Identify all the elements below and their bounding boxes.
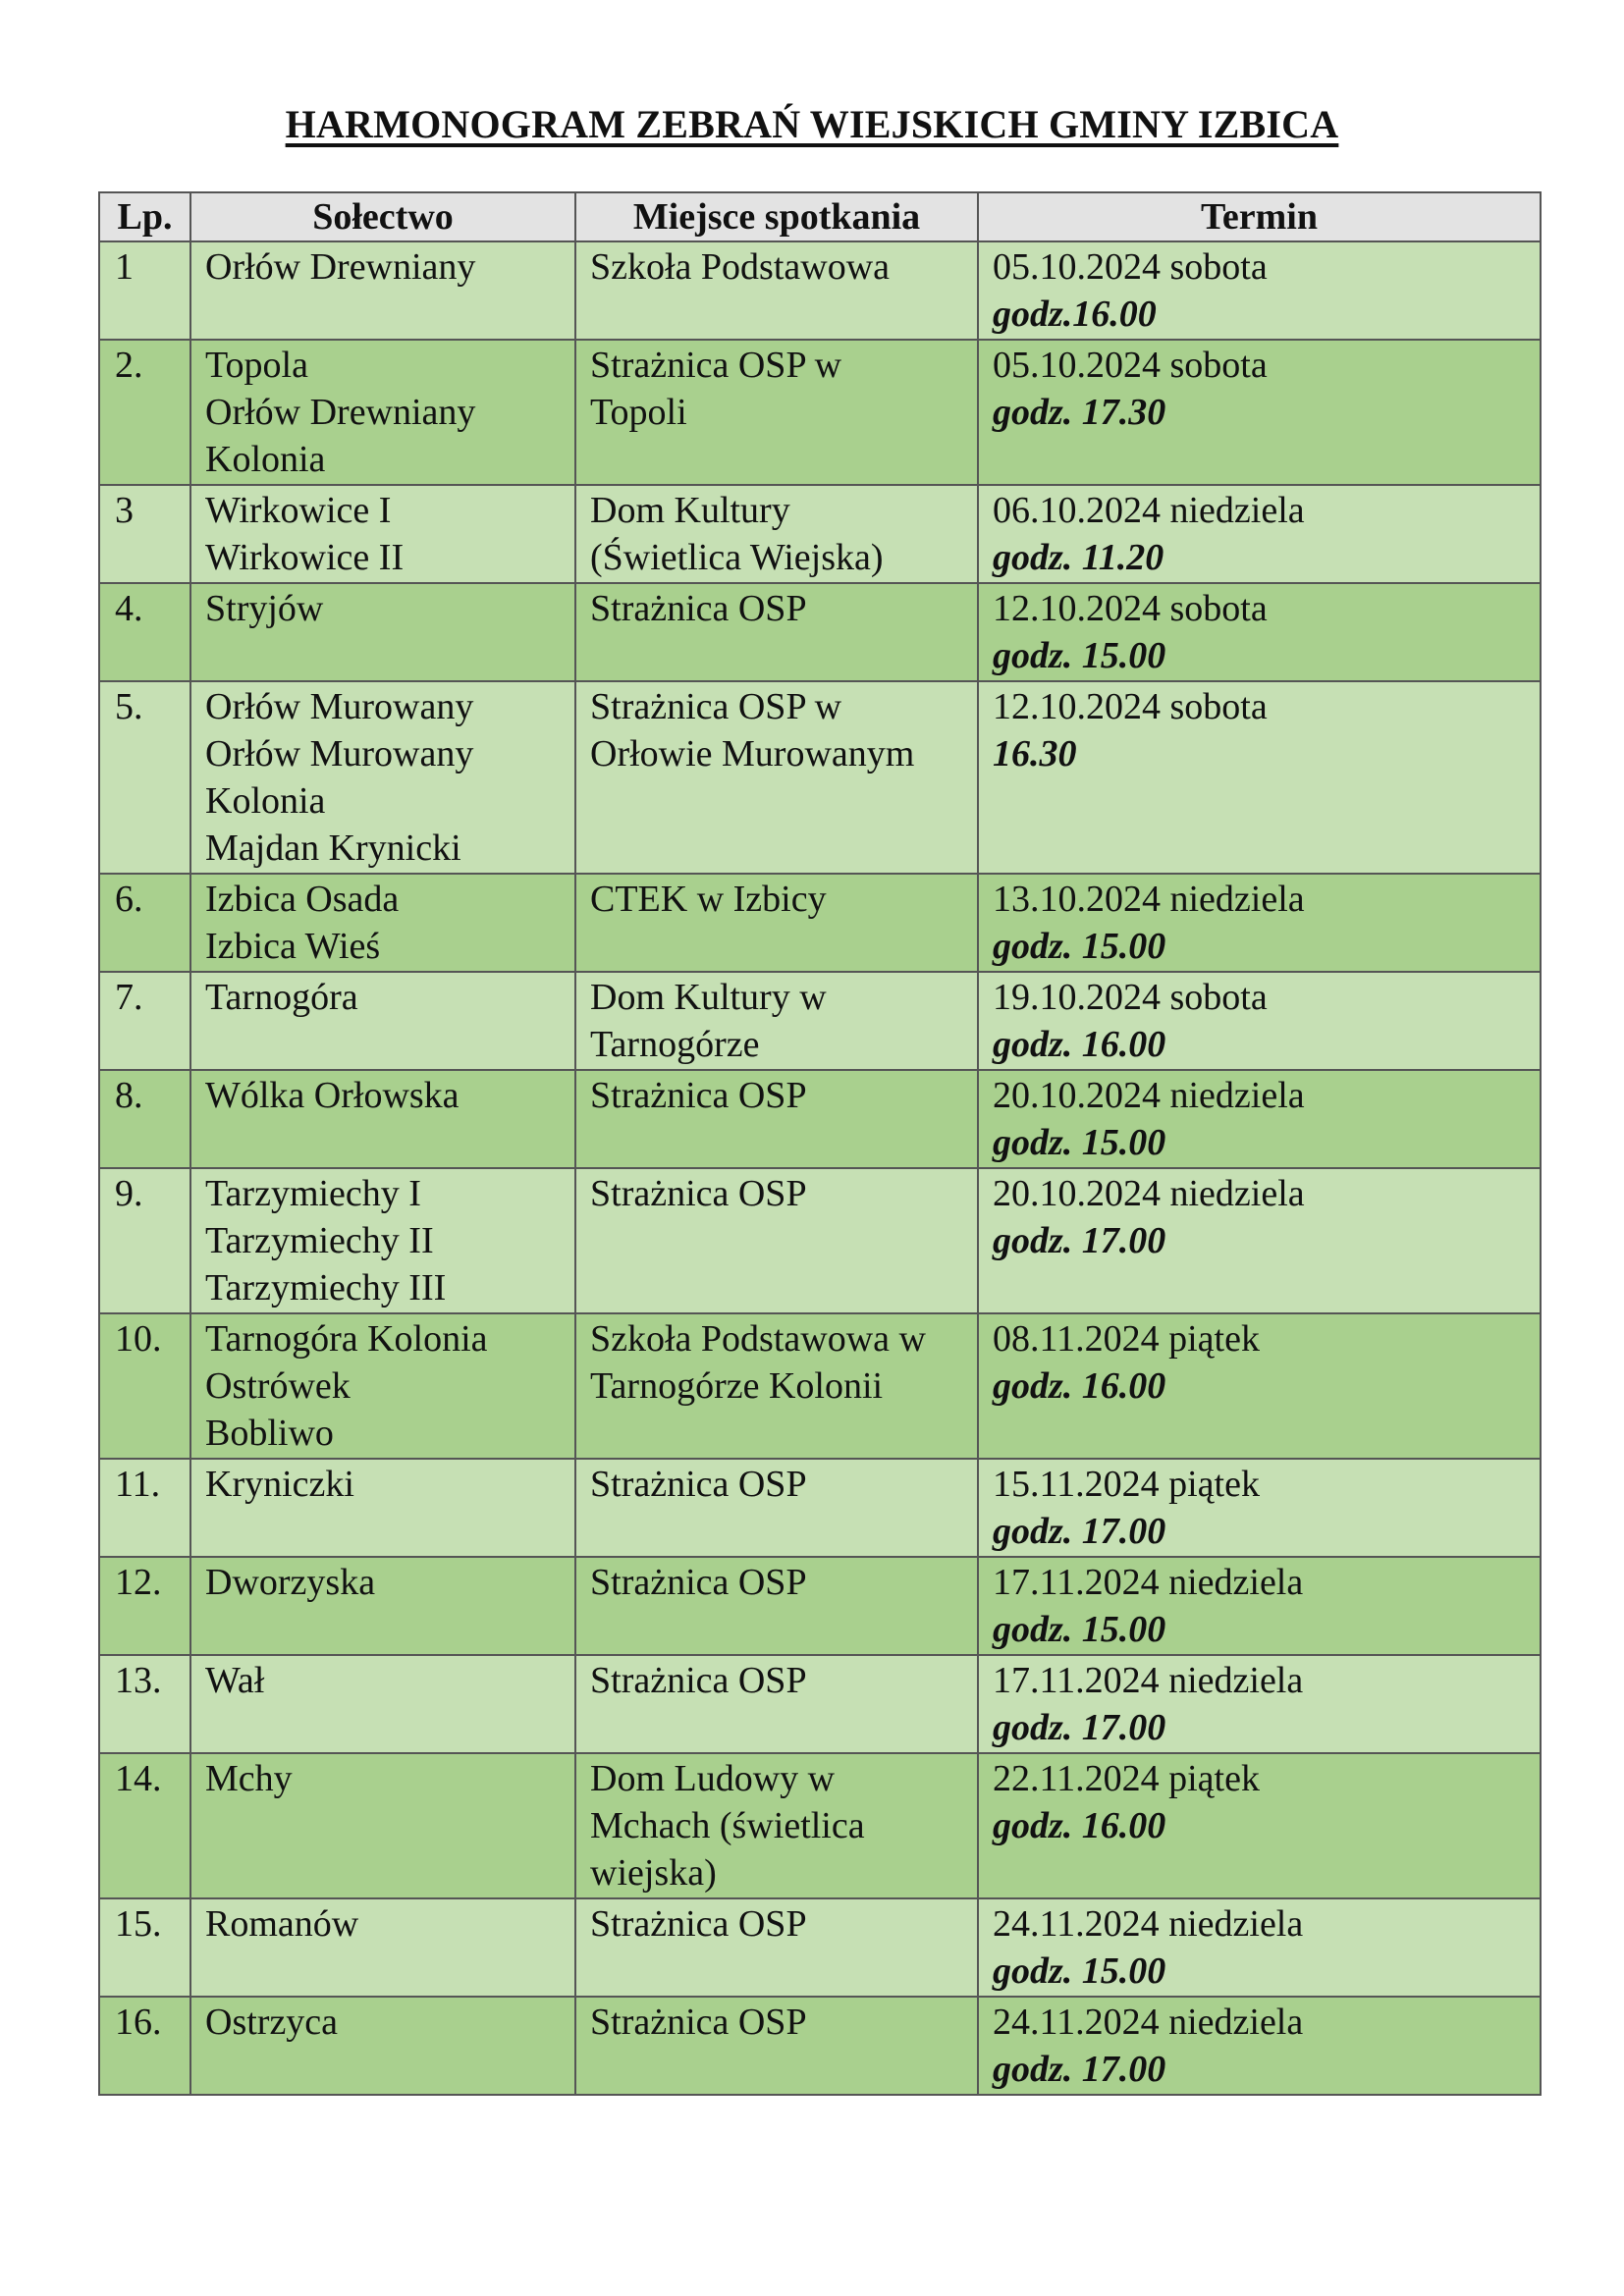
cell-lp: 13. [99,1655,190,1753]
termin-date: 08.11.2024 piątek [993,1318,1260,1360]
cell-solectwo [190,1997,575,2095]
solectwo-line: Wirkowice I [205,490,392,531]
cell-miejsce [575,1168,978,1313]
termin-date: 12.10.2024 sobota [993,588,1268,629]
termin-time: godz. 11.20 [993,537,1164,578]
cell-miejsce [575,1753,978,1898]
cell-termin [978,340,1541,485]
cell-termin [978,1070,1541,1168]
cell-termin [978,485,1541,583]
table-header-row [99,192,1541,241]
cell-termin [978,583,1541,681]
solectwo-line: Mchy [205,1758,293,1799]
solectwo-line: Bobliwo [205,1413,334,1454]
cell-miejsce [575,1557,978,1655]
termin-time: godz. 16.00 [993,1024,1166,1065]
miejsce-line: Strażnica OSP [590,1903,807,1945]
cell-lp: 1 [99,241,190,340]
cell-lp: 10. [99,1313,190,1459]
miejsce-line: Strażnica OSP [590,1562,807,1603]
solectwo-line: Orłów Murowany [205,733,474,774]
table-row [99,1168,1541,1313]
solectwo-line: Romanów [205,1903,359,1945]
cell-lp: 3 [99,485,190,583]
solectwo-line: Kryniczki [205,1464,354,1505]
table-row [99,1898,1541,1997]
table-row [99,681,1541,874]
cell-solectwo [190,485,575,583]
termin-date: 06.10.2024 niedziela [993,490,1305,531]
cell-solectwo [190,1557,575,1655]
schedule-table [98,191,1542,2096]
cell-termin [978,681,1541,874]
cell-solectwo [190,874,575,972]
table-row [99,485,1541,583]
cell-termin [978,1557,1541,1655]
termin-time: godz. 15.00 [993,1609,1166,1650]
solectwo-line: Izbica Osada [205,879,400,920]
miejsce-line: Szkoła Podstawowa [590,246,891,288]
termin-time: 16.30 [993,733,1077,774]
table-body [99,241,1541,2095]
solectwo-line: Kolonia [205,439,326,480]
solectwo-line: Ostrzyca [205,2002,339,2043]
table-row [99,1997,1541,2095]
termin-date: 17.11.2024 niedziela [993,1660,1304,1701]
cell-miejsce [575,972,978,1070]
miejsce-line: Mchach (świetlica [590,1805,865,1846]
cell-solectwo [190,1168,575,1313]
miejsce-line: (Świetlica Wiejska) [590,537,884,578]
cell-lp: 9. [99,1168,190,1313]
cell-termin [978,1168,1541,1313]
miejsce-line: Topoli [590,392,687,433]
miejsce-line: Strażnica OSP [590,1173,807,1214]
termin-date: 19.10.2024 sobota [993,977,1268,1018]
solectwo-line: Wirkowice II [205,537,405,578]
termin-time: godz. 15.00 [993,1122,1166,1163]
miejsce-line: Dom Kultury [590,490,790,531]
termin-date: 12.10.2024 sobota [993,686,1268,727]
cell-miejsce [575,241,978,340]
cell-miejsce [575,1070,978,1168]
solectwo-line: Orłów Murowany [205,686,474,727]
termin-time: godz. 16.00 [993,1805,1166,1846]
cell-termin [978,1898,1541,1997]
miejsce-line: Strażnica OSP [590,1464,807,1505]
miejsce-line: Dom Ludowy w [590,1758,836,1799]
cell-lp: 14. [99,1753,190,1898]
table-row [99,1313,1541,1459]
table-row [99,340,1541,485]
miejsce-line: Tarnogórze Kolonii [590,1365,884,1407]
termin-time: godz. 15.00 [993,635,1166,676]
cell-lp: 16. [99,1997,190,2095]
termin-date: 24.11.2024 niedziela [993,1903,1304,1945]
miejsce-line: wiejska) [590,1852,717,1894]
solectwo-line: Ostrówek [205,1365,351,1407]
termin-date: 17.11.2024 niedziela [993,1562,1304,1603]
solectwo-line: Tarzymiechy I [205,1173,421,1214]
termin-date: 15.11.2024 piątek [993,1464,1260,1505]
page-title: HARMONOGRAM ZEBRAŃ WIEJSKICH GMINY IZBICA [285,102,1339,146]
termin-time: godz. 16.00 [993,1365,1166,1407]
cell-termin [978,1753,1541,1898]
cell-solectwo [190,1753,575,1898]
termin-time: godz. 17.00 [993,1220,1166,1261]
cell-termin [978,1997,1541,2095]
cell-lp: 6. [99,874,190,972]
cell-miejsce [575,1313,978,1459]
table-row [99,972,1541,1070]
termin-time: godz. 17.00 [993,1511,1166,1552]
solectwo-line: Kolonia [205,780,326,822]
termin-date: 24.11.2024 niedziela [993,2002,1304,2043]
cell-solectwo [190,241,575,340]
cell-miejsce [575,485,978,583]
miejsce-line: Tarnogórze [590,1024,760,1065]
solectwo-line: Stryjów [205,588,324,629]
termin-date: 20.10.2024 niedziela [993,1075,1305,1116]
cell-lp: 2. [99,340,190,485]
header-solectwo: Sołectwo [190,192,575,241]
cell-solectwo [190,583,575,681]
solectwo-line: Wał [205,1660,265,1701]
termin-time: godz.16.00 [993,294,1157,335]
table-row [99,874,1541,972]
cell-lp: 8. [99,1070,190,1168]
solectwo-line: Dworzyska [205,1562,376,1603]
header-miejsce: Miejsce spotkania [575,192,978,241]
cell-solectwo [190,1459,575,1557]
cell-termin [978,241,1541,340]
cell-miejsce [575,1898,978,1997]
miejsce-line: CTEK w Izbicy [590,879,827,920]
cell-miejsce [575,1997,978,2095]
cell-termin [978,874,1541,972]
cell-solectwo [190,340,575,485]
solectwo-line: Orłów Drewniany [205,246,476,288]
cell-miejsce [575,1459,978,1557]
miejsce-line: Dom Kultury w [590,977,827,1018]
table-row [99,1459,1541,1557]
miejsce-line: Strażnica OSP [590,1660,807,1701]
solectwo-line: Tarnogóra [205,977,358,1018]
solectwo-line: Izbica Wieś [205,926,381,967]
solectwo-line: Majdan Krynicki [205,828,461,869]
cell-solectwo [190,1898,575,1997]
cell-solectwo [190,1070,575,1168]
termin-time: godz. 15.00 [993,926,1166,967]
cell-miejsce [575,340,978,485]
cell-lp: 11. [99,1459,190,1557]
miejsce-line: Strażnica OSP [590,588,807,629]
cell-termin [978,1459,1541,1557]
cell-termin [978,972,1541,1070]
termin-date: 22.11.2024 piątek [993,1758,1260,1799]
cell-lp: 12. [99,1557,190,1655]
cell-termin [978,1655,1541,1753]
termin-time: godz. 17.00 [993,2049,1166,2090]
miejsce-line: Strażnica OSP w [590,686,842,727]
cell-lp: 7. [99,972,190,1070]
cell-lp: 4. [99,583,190,681]
solectwo-line: Orłów Drewniany [205,392,476,433]
termin-date: 13.10.2024 niedziela [993,879,1305,920]
cell-miejsce [575,874,978,972]
miejsce-line: Szkoła Podstawowa w [590,1318,926,1360]
cell-solectwo [190,1313,575,1459]
miejsce-line: Strażnica OSP [590,2002,807,2043]
solectwo-line: Wólka Orłowska [205,1075,460,1116]
termin-time: godz. 17.00 [993,1707,1166,1748]
solectwo-line: Tarzymiechy II [205,1220,434,1261]
header-termin: Termin [978,192,1541,241]
solectwo-line: Tarnogóra Kolonia [205,1318,488,1360]
termin-date: 05.10.2024 sobota [993,246,1268,288]
miejsce-line: Orłowie Murowanym [590,733,915,774]
miejsce-line: Strażnica OSP w [590,345,842,386]
cell-miejsce [575,583,978,681]
header-lp: Lp. [99,192,190,241]
cell-lp: 15. [99,1898,190,1997]
termin-time: godz. 15.00 [993,1950,1166,1992]
solectwo-line: Tarzymiechy III [205,1267,447,1308]
table-row [99,241,1541,340]
solectwo-line: Topola [205,345,308,386]
table-row [99,583,1541,681]
termin-time: godz. 17.30 [993,392,1166,433]
cell-miejsce [575,681,978,874]
table-row [99,1070,1541,1168]
miejsce-line: Strażnica OSP [590,1075,807,1116]
table-row [99,1655,1541,1753]
table-row [99,1557,1541,1655]
termin-date: 05.10.2024 sobota [993,345,1268,386]
cell-lp: 5. [99,681,190,874]
cell-termin [978,1313,1541,1459]
cell-solectwo [190,972,575,1070]
cell-miejsce [575,1655,978,1753]
termin-date: 20.10.2024 niedziela [993,1173,1305,1214]
table-row [99,1753,1541,1898]
cell-solectwo [190,1655,575,1753]
cell-solectwo [190,681,575,874]
